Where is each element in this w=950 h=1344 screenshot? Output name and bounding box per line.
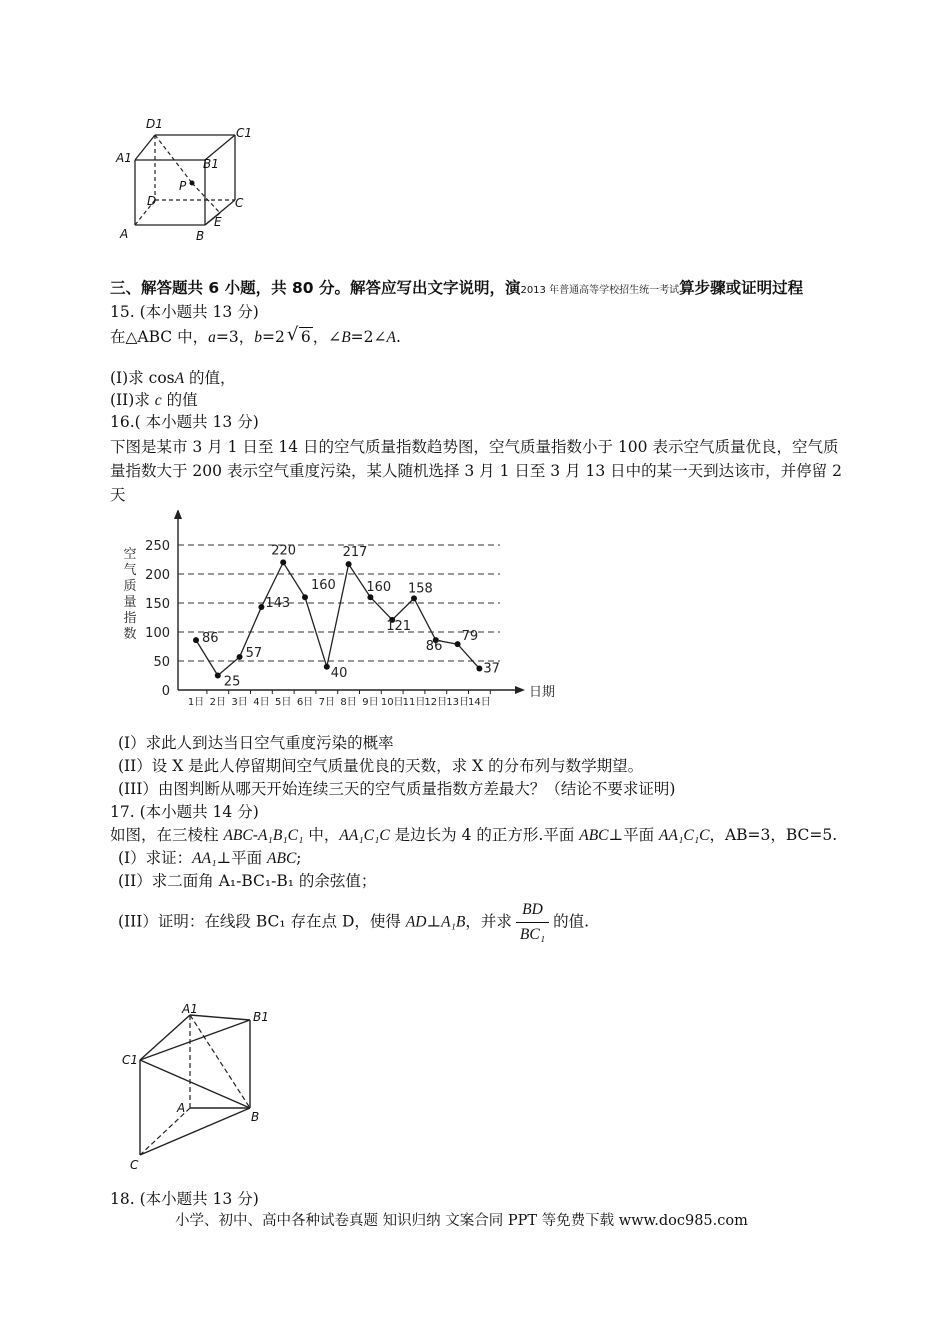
data-label: 160 <box>366 580 392 596</box>
x-axis-label: 日期 <box>529 685 556 700</box>
data-label: 158 <box>408 581 433 597</box>
label-c: C <box>235 196 244 210</box>
q15-stem: 在△ABC 中，a=3，b=2√ 6 ，∠B=2∠A. <box>110 326 401 349</box>
q17-stem: 如图，在三棱柱 ABC-A₁B₁C₁ 中，AA₁C₁C 是边长为 4 的正方形.平面 ABC⊥平面 AA₁C₁C，AB=3，BC=5. <box>110 826 838 844</box>
x-tick-label: 14日 <box>468 697 491 708</box>
cube-figure <box>110 110 260 245</box>
x-tick-label: 3日 <box>231 697 248 708</box>
data-label: 40 <box>330 665 348 681</box>
prism-label-b: B <box>251 1110 260 1124</box>
data-label: 86 <box>202 631 219 647</box>
label-e: E <box>214 215 222 229</box>
y-tick-label: 100 <box>145 626 170 641</box>
q16-part3: (III）由图判断从哪天开始连续三天的空气质量指数方差最大？（结论不要求证明) <box>118 780 676 798</box>
data-label: 143 <box>265 596 291 612</box>
x-tick-label: 6日 <box>296 697 314 708</box>
q18-title: 18. (本小题共 13 分) <box>110 1190 259 1208</box>
data-point <box>237 654 243 660</box>
x-axis-arrow <box>515 686 525 694</box>
y-axis-label-char: 量 <box>123 595 137 610</box>
data-label: 86 <box>425 639 443 655</box>
q17-part1: (I）求证：AA₁⊥平面 ABC; <box>118 849 302 867</box>
data-point <box>193 637 199 643</box>
q17-part3: (III）证明：在线段 BC₁ 存在点 D，使得 AD⊥A₁B，并求 $\frac{BD}{\text{BC₁}}$ 的值. <box>118 898 589 947</box>
data-point <box>324 664 330 670</box>
prism-label-c: C <box>130 1158 139 1172</box>
y-axis-label-char: 指 <box>123 611 137 626</box>
prism-label-c1: C1 <box>122 1053 139 1067</box>
q17-title: 17. (本小题共 14 分) <box>110 803 259 821</box>
y-axis-label-char: 数 <box>123 627 137 642</box>
data-point <box>476 666 482 672</box>
footer-text: 小学、初中、高中各种试卷真题 知识归纳 文案合同 PPT 等免费下载 www.doc985.com <box>175 1213 748 1229</box>
air-quality-chart <box>110 510 570 720</box>
q15-part1: (I)求 cosA 的值， <box>110 369 236 387</box>
x-tick-label: 9日 <box>362 697 379 708</box>
point-p <box>190 181 195 186</box>
y-axis-arrow <box>174 510 182 519</box>
label-c1: C1 <box>236 126 253 140</box>
prism-label-b1: B1 <box>253 1010 269 1024</box>
label-a: A <box>120 227 129 241</box>
x-tick-label: 11日 <box>402 697 426 708</box>
y-axis-label-char: 空 <box>123 547 137 562</box>
y-tick-label: 0 <box>161 684 170 699</box>
data-point <box>258 604 264 610</box>
data-label: 57 <box>245 645 263 661</box>
label-d: D <box>147 194 157 208</box>
label-b: B <box>196 229 205 243</box>
q16-stem: 下图是某市 3 月 1 日至 14 日的空气质量指数趋势图，空气质量指数小于 100 表示空气质量优良，空气质量指数大于 200 表示空气重度污染，某人随机选择 3 月 1 日至 3 月 13 日中的某一天到达该市，并停留 2 天 <box>110 438 842 504</box>
ratio-fraction: $\frac{BD}{\text{BC₁}}$ <box>516 898 549 947</box>
data-point <box>280 559 286 565</box>
y-tick-label: 50 <box>153 655 170 670</box>
data-label: 220 <box>271 543 297 559</box>
q15-title: 15. (本小题共 13 分) <box>110 303 259 321</box>
x-tick-label: 1日 <box>187 697 205 708</box>
data-label: 37 <box>483 661 500 677</box>
q16-title: 16.( 本小题共 13 分) <box>110 413 259 431</box>
data-point <box>346 561 352 567</box>
q16-part1: (I）求此人到达当日空气重度污染的概率 <box>118 734 394 752</box>
data-label: 217 <box>342 545 368 561</box>
data-label: 121 <box>386 618 412 634</box>
data-label: 79 <box>461 629 479 645</box>
label-p: P <box>179 179 187 193</box>
x-tick-label: 2日 <box>209 697 226 708</box>
x-tick-label: 10日 <box>380 697 404 708</box>
x-tick-label: 5日 <box>275 697 292 708</box>
x-tick-label: 7日 <box>318 697 335 708</box>
prism-label-a: A <box>177 1101 186 1115</box>
data-label: 25 <box>223 674 241 690</box>
x-tick-label: 12日 <box>424 697 448 708</box>
y-tick-label: 250 <box>145 539 170 554</box>
y-axis-label-char: 气 <box>123 563 137 578</box>
prism-label-a1: A1 <box>182 1002 198 1016</box>
q16-part2: (II）设 X 是此人停留期间空气质量优良的天数，求 X 的分布列与数学期望。 <box>118 757 644 775</box>
y-tick-label: 200 <box>145 568 170 583</box>
data-point <box>455 641 461 647</box>
q15-part2: (II)求 c 的值 <box>110 391 198 409</box>
q17-part2: (II）求二面角 A₁-BC₁-B₁ 的余弦值； <box>118 872 377 890</box>
section-3-heading: 三、解答题共 6 小题，共 80 分。解答应写出文字说明，演2013 年普通高等学校招生统一考试算步骤或证明过程 <box>110 279 804 297</box>
label-a1: A1 <box>116 151 132 165</box>
x-tick-label: 4日 <box>253 697 270 708</box>
data-point <box>302 594 308 600</box>
data-label: 160 <box>311 578 336 594</box>
label-b1: B1 <box>203 157 219 171</box>
data-point <box>215 673 221 679</box>
y-axis-label-char: 质 <box>123 579 137 594</box>
prism-figure <box>115 1000 275 1180</box>
y-tick-label: 150 <box>145 597 170 612</box>
label-d1: D1 <box>146 117 163 131</box>
x-tick-label: 13日 <box>446 697 469 708</box>
x-tick-label: 8日 <box>340 697 357 708</box>
